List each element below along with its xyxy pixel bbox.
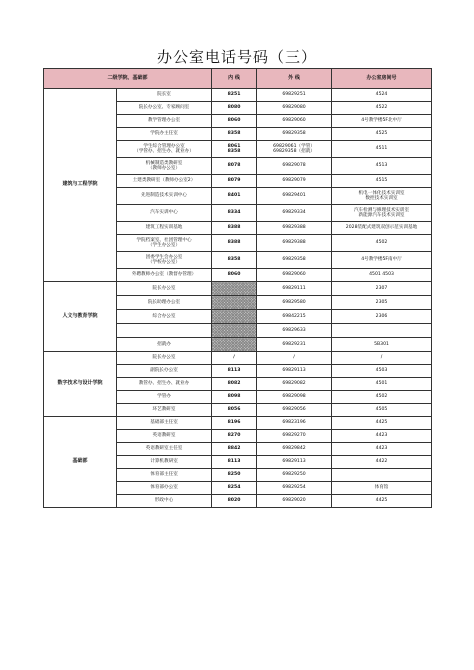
outer-line-cell: 69829580 — [257, 296, 332, 310]
office-name-cell: 院长室 — [117, 89, 212, 102]
room-number-cell: 机电一体化技术实训室 数控技术实训室 — [332, 188, 432, 205]
inner-line-cell: 8251 — [212, 89, 257, 102]
table-row — [44, 417, 432, 430]
room-number-cell — [332, 469, 432, 482]
room-number-cell: 5B301 — [332, 338, 432, 352]
room-number-cell: 体育馆 — [332, 482, 432, 495]
room-number-cell: 2306 — [332, 310, 432, 324]
inner-line-cell: 8388 — [212, 222, 257, 235]
office-name-cell: 环艺教研室 — [117, 404, 212, 417]
inner-line-cell: 8388 — [212, 235, 257, 252]
room-number-cell: 4524 — [332, 89, 432, 102]
office-name-cell: 土建类教研室（教师办公室2） — [117, 175, 212, 188]
office-name-cell: 体育部办公室 — [117, 482, 212, 495]
inner-line-cell: 8079 — [212, 175, 257, 188]
inner-line-cell: 8250 — [212, 469, 257, 482]
office-name-cell: 计算机教研室 — [117, 456, 212, 469]
office-name-cell: 先进制造技术实训中心 — [117, 188, 212, 205]
room-number-cell: 4513 — [332, 158, 432, 175]
table-row — [44, 282, 432, 296]
outer-line-cell: 69829388 — [257, 222, 332, 235]
outer-line-cell: 69829251 — [257, 89, 332, 102]
office-name-cell: 综合办公室 — [117, 310, 212, 324]
inner-line-cell: 8078 — [212, 158, 257, 175]
office-name-cell: 团委学生会办公室 （学校办公室） — [117, 252, 212, 269]
outer-line-cell: 69829401 — [257, 188, 332, 205]
inner-line-cell: 8842 — [212, 443, 257, 456]
office-name-cell: 学院档案室、社团管理中心 （学生办公室） — [117, 235, 212, 252]
outer-line-cell: 69829358 — [257, 252, 332, 269]
outer-line-cell: 69829079 — [257, 175, 332, 188]
outer-line-cell: 69823196 — [257, 417, 332, 430]
room-number-cell: 4422 — [332, 456, 432, 469]
inner-line-cell: 8254 — [212, 482, 257, 495]
outer-line-cell: 69829250 — [257, 469, 332, 482]
room-number-cell: 4502 — [332, 391, 432, 404]
inner-line-cell: 8113 — [212, 365, 257, 378]
inner-line-cell — [212, 324, 257, 338]
header-room-number: 办公室房间号 — [332, 69, 432, 89]
inner-line-cell — [212, 282, 257, 296]
outer-line-cell: 69829270 — [257, 430, 332, 443]
office-name-cell: 教学管理办公室 — [117, 115, 212, 128]
room-number-cell: 2305 — [332, 296, 432, 310]
inner-line-cell: 8020 — [212, 495, 257, 508]
table-row — [44, 89, 432, 102]
outer-line-cell: 69829060 — [257, 269, 332, 282]
outer-line-cell: 69829842 — [257, 443, 332, 456]
room-number-cell: 4511 — [332, 141, 432, 158]
office-name-cell: 机械制造类教研室 （教师办公室） — [117, 158, 212, 175]
room-number-cell: 汽车检测与修理技术实训室 新能源汽车技术实训室 — [332, 205, 432, 222]
inner-line-cell: 8056 — [212, 404, 257, 417]
office-name-cell: 英语教研室 — [117, 430, 212, 443]
office-name-cell: 体育部主任室 — [117, 469, 212, 482]
room-number-cell: 4525 — [332, 128, 432, 141]
header-unit: 二级学院、基础部 — [44, 69, 212, 89]
office-name-cell: 学院办主任室 — [117, 128, 212, 141]
table-row — [44, 352, 432, 365]
department-cell: 数字技术与设计学院 — [44, 352, 117, 417]
inner-line-cell: 8060 — [212, 115, 257, 128]
inner-line-cell: 8061 8358 — [212, 141, 257, 158]
room-number-cell: 4425 — [332, 495, 432, 508]
outer-line-cell: 69829061（学管） 69829358（招就） — [257, 141, 332, 158]
office-name-cell: 学管办 — [117, 391, 212, 404]
room-number-cell: 4502 — [332, 235, 432, 252]
room-number-cell: 2028装配式建筑双创示范实训基地 — [332, 222, 432, 235]
outer-line-cell: / — [257, 352, 332, 365]
office-name-cell: 形政中心 — [117, 495, 212, 508]
outer-line-cell: 69842215 — [257, 310, 332, 324]
office-name-cell: 英语教研室主任室 — [117, 443, 212, 456]
inner-line-cell — [212, 310, 257, 324]
room-number-cell: 4号教学楼5F南中厅 — [332, 252, 432, 269]
room-number-cell: 2307 — [332, 282, 432, 296]
inner-line-cell: 8098 — [212, 391, 257, 404]
outer-line-cell: 69829113 — [257, 456, 332, 469]
office-name-cell: 院长助理办公室 — [117, 296, 212, 310]
office-name-cell: 教管办、招生办、就业办 — [117, 378, 212, 391]
outer-line-cell: 69829082 — [257, 378, 332, 391]
room-number-cell — [332, 324, 432, 338]
room-number-cell: / — [332, 352, 432, 365]
outer-line-cell: 69829231 — [257, 338, 332, 352]
inner-line-cell: 8196 — [212, 417, 257, 430]
outer-line-cell: 69829334 — [257, 205, 332, 222]
outer-line-cell: 69829078 — [257, 158, 332, 175]
outer-line-cell: 69829633 — [257, 324, 332, 338]
room-number-cell: 4522 — [332, 102, 432, 115]
office-name-cell: 招就办 — [117, 338, 212, 352]
outer-line-cell: 69829358 — [257, 128, 332, 141]
inner-line-cell: 8080 — [212, 102, 257, 115]
inner-line-cell — [212, 296, 257, 310]
inner-line-cell: 8270 — [212, 430, 257, 443]
office-name-cell: 基础部主任室 — [117, 417, 212, 430]
outer-line-cell: 69829020 — [257, 495, 332, 508]
phone-directory-table — [43, 68, 432, 508]
room-number-cell: 4号教学楼5F北中厅 — [332, 115, 432, 128]
room-number-cell: 4505 — [332, 404, 432, 417]
outer-line-cell: 69829388 — [257, 235, 332, 252]
room-number-cell: 4501 — [332, 378, 432, 391]
header-inner-line: 内 线 — [212, 69, 257, 89]
header-row — [44, 69, 432, 89]
header-outer-line: 外 线 — [257, 69, 332, 89]
inner-line-cell: 8358 — [212, 128, 257, 141]
office-name-cell: 建筑工程实训基地 — [117, 222, 212, 235]
office-name-cell: 院长办公室 — [117, 352, 212, 365]
office-name-cell: 副院长办公室 — [117, 365, 212, 378]
inner-line-cell: / — [212, 352, 257, 365]
outer-line-cell: 69829098 — [257, 391, 332, 404]
outer-line-cell: 69829113 — [257, 365, 332, 378]
inner-line-cell: 8082 — [212, 378, 257, 391]
department-cell: 人文与教育学院 — [44, 282, 117, 352]
room-number-cell: 4503 — [332, 365, 432, 378]
room-number-cell: 4515 — [332, 175, 432, 188]
office-name-cell: 院长办公室 — [117, 282, 212, 296]
inner-line-cell: 8113 — [212, 456, 257, 469]
office-name-cell: 汽车实训中心 — [117, 205, 212, 222]
inner-line-cell: 8060 — [212, 269, 257, 282]
outer-line-cell: 69829080 — [257, 102, 332, 115]
office-name-cell: 学生综合管理办公室 （学管办、招生办、就业办） — [117, 141, 212, 158]
room-number-cell: 4425 — [332, 417, 432, 430]
room-number-cell: 4423 — [332, 443, 432, 456]
outer-line-cell: 69829254 — [257, 482, 332, 495]
department-cell: 基础部 — [44, 417, 117, 508]
inner-line-cell: 8334 — [212, 205, 257, 222]
inner-line-cell: 8358 — [212, 252, 257, 269]
room-number-cell: 4501 4503 — [332, 269, 432, 282]
outer-line-cell: 69829056 — [257, 404, 332, 417]
page-title: 办公室电话号码（三） — [156, 48, 317, 66]
inner-line-cell: 8401 — [212, 188, 257, 205]
department-cell: 建筑与工程学院 — [44, 89, 117, 282]
inner-line-cell — [212, 338, 257, 352]
outer-line-cell: 69829111 — [257, 282, 332, 296]
outer-line-cell: 69829060 — [257, 115, 332, 128]
room-number-cell: 4423 — [332, 430, 432, 443]
office-name-cell — [117, 324, 212, 338]
office-name-cell: 院长办公室、专家顾问室 — [117, 102, 212, 115]
office-name-cell: 外聘教师办公室（教督办管理） — [117, 269, 212, 282]
